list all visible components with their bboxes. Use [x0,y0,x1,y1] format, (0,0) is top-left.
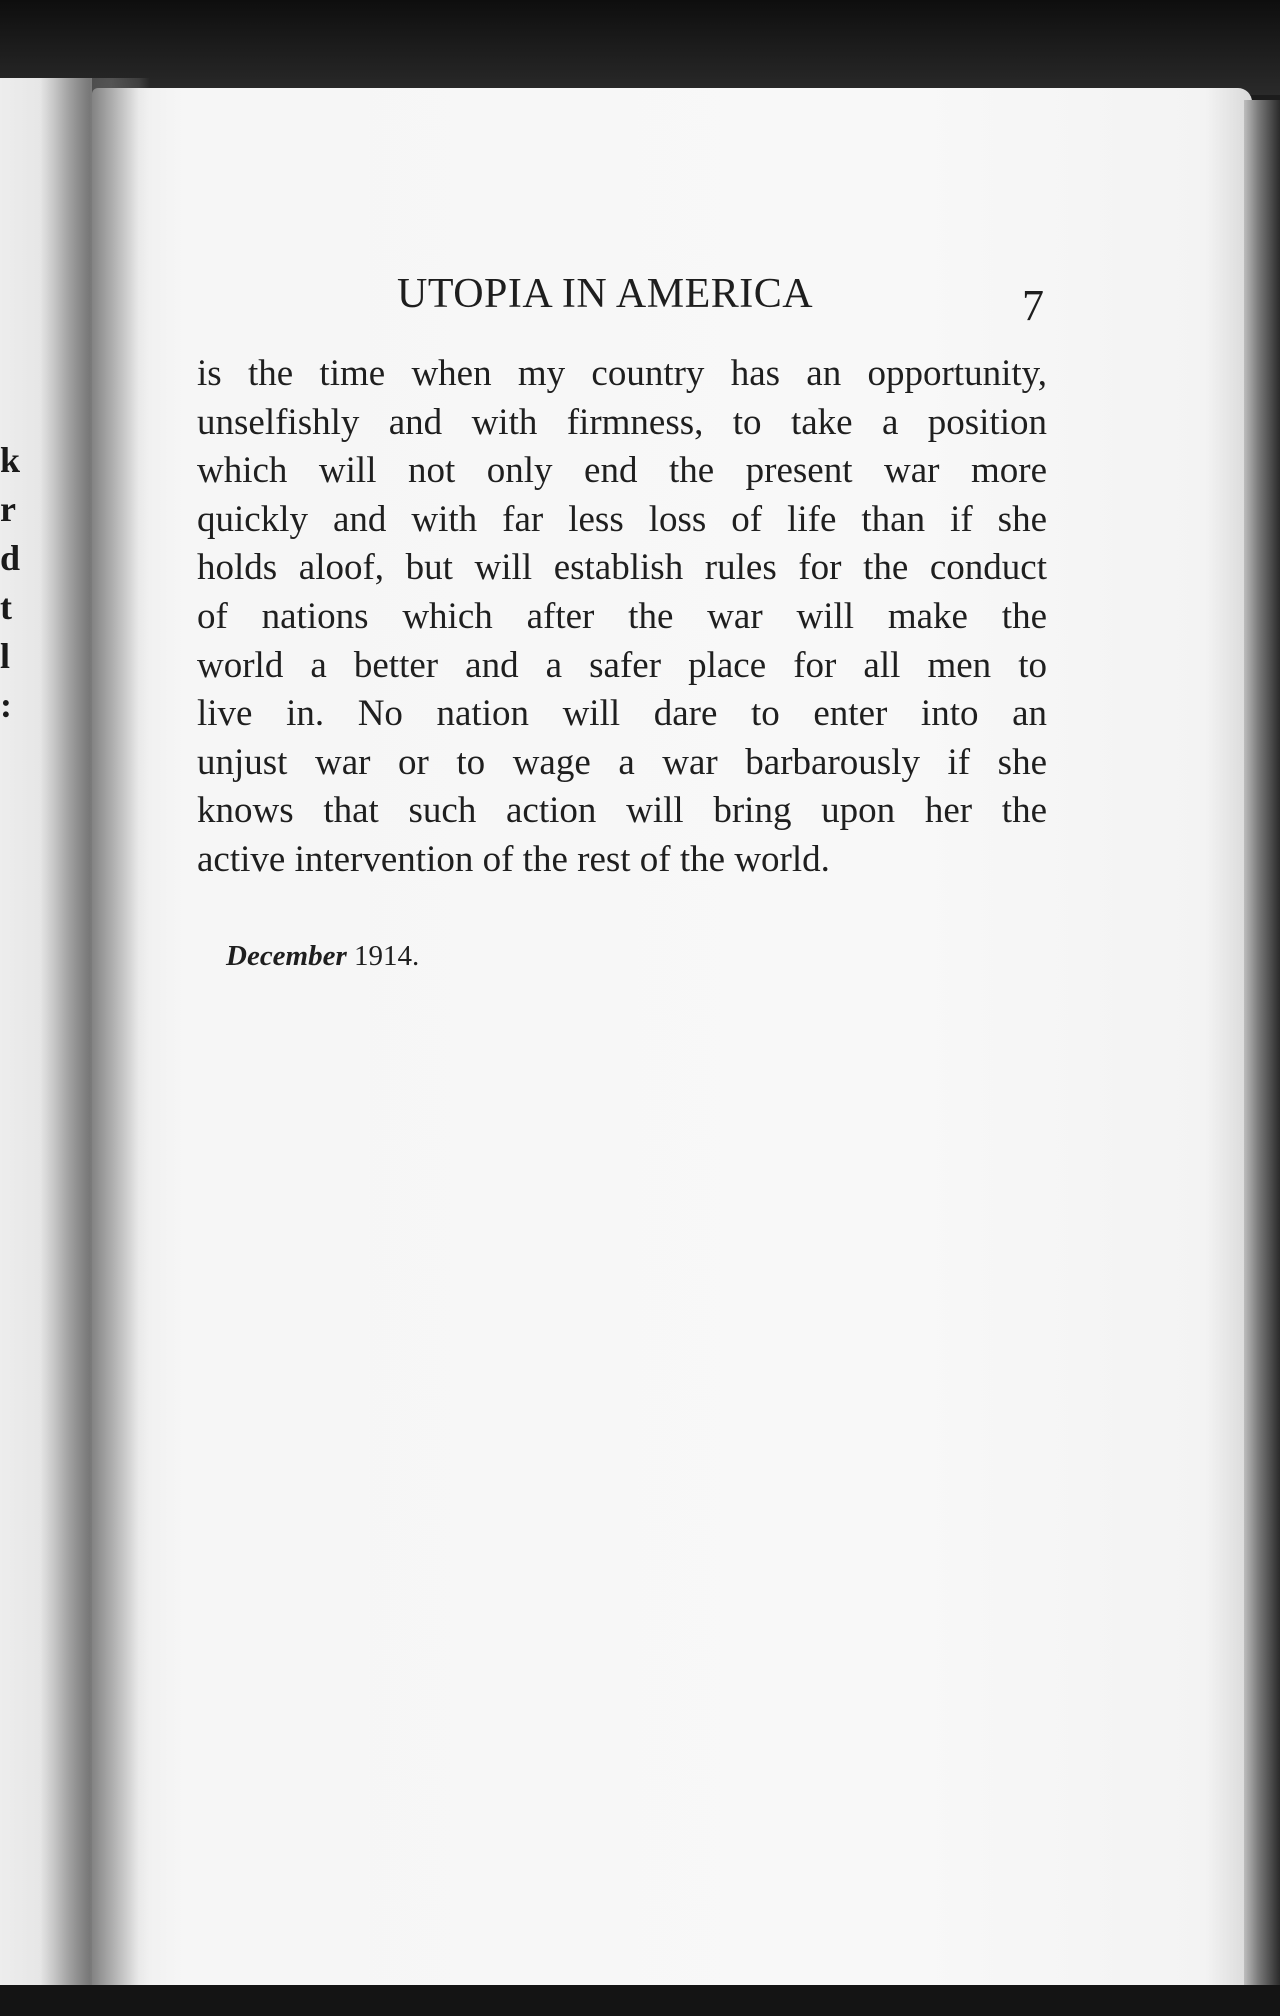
edge-letter: d [0,538,21,578]
text-line: unjust war or to wage a war barbarously if she [197,741,1047,783]
running-head: UTOPIA IN AMERICA [397,271,814,317]
page-number: 7 [1022,281,1044,330]
text-line: of nations which after the war will make the [197,595,1047,637]
scan-background-top [0,0,1280,95]
page-edge-shadow [1244,100,1280,1990]
edge-letter: : [0,685,12,725]
text-line: knows that such action will bring upon her the [197,790,1047,832]
dateline-month: December [226,940,347,972]
text-line: which will not only end the present war more [197,450,1047,492]
scan-background-bottom [0,1985,1280,2016]
text-line: active intervention of the rest of the world. [197,838,830,880]
edge-letter: r [0,489,16,529]
edge-letter: k [0,440,21,480]
text-line: quickly and with far less loss of life than if she [197,498,1047,540]
gutter-shadow [40,78,150,1998]
body-paragraph [197,350,1047,885]
text-line: unselfishly and with firmness, to take a position [197,401,1047,443]
edge-letter: l [0,636,11,676]
dateline [226,940,419,973]
dateline-year: 1914. [354,940,420,972]
facing-page-edge-text [0,436,20,730]
edge-letter: t [0,587,12,627]
text-line: live in. No nation will dare to enter into an [197,693,1047,735]
text-line: is the time when my country has an opportunity, [197,353,1047,394]
text-line: world a better and a safer place for all men to [197,644,1047,686]
text-line: holds aloof, but will establish rules for the conduct [197,547,1047,589]
